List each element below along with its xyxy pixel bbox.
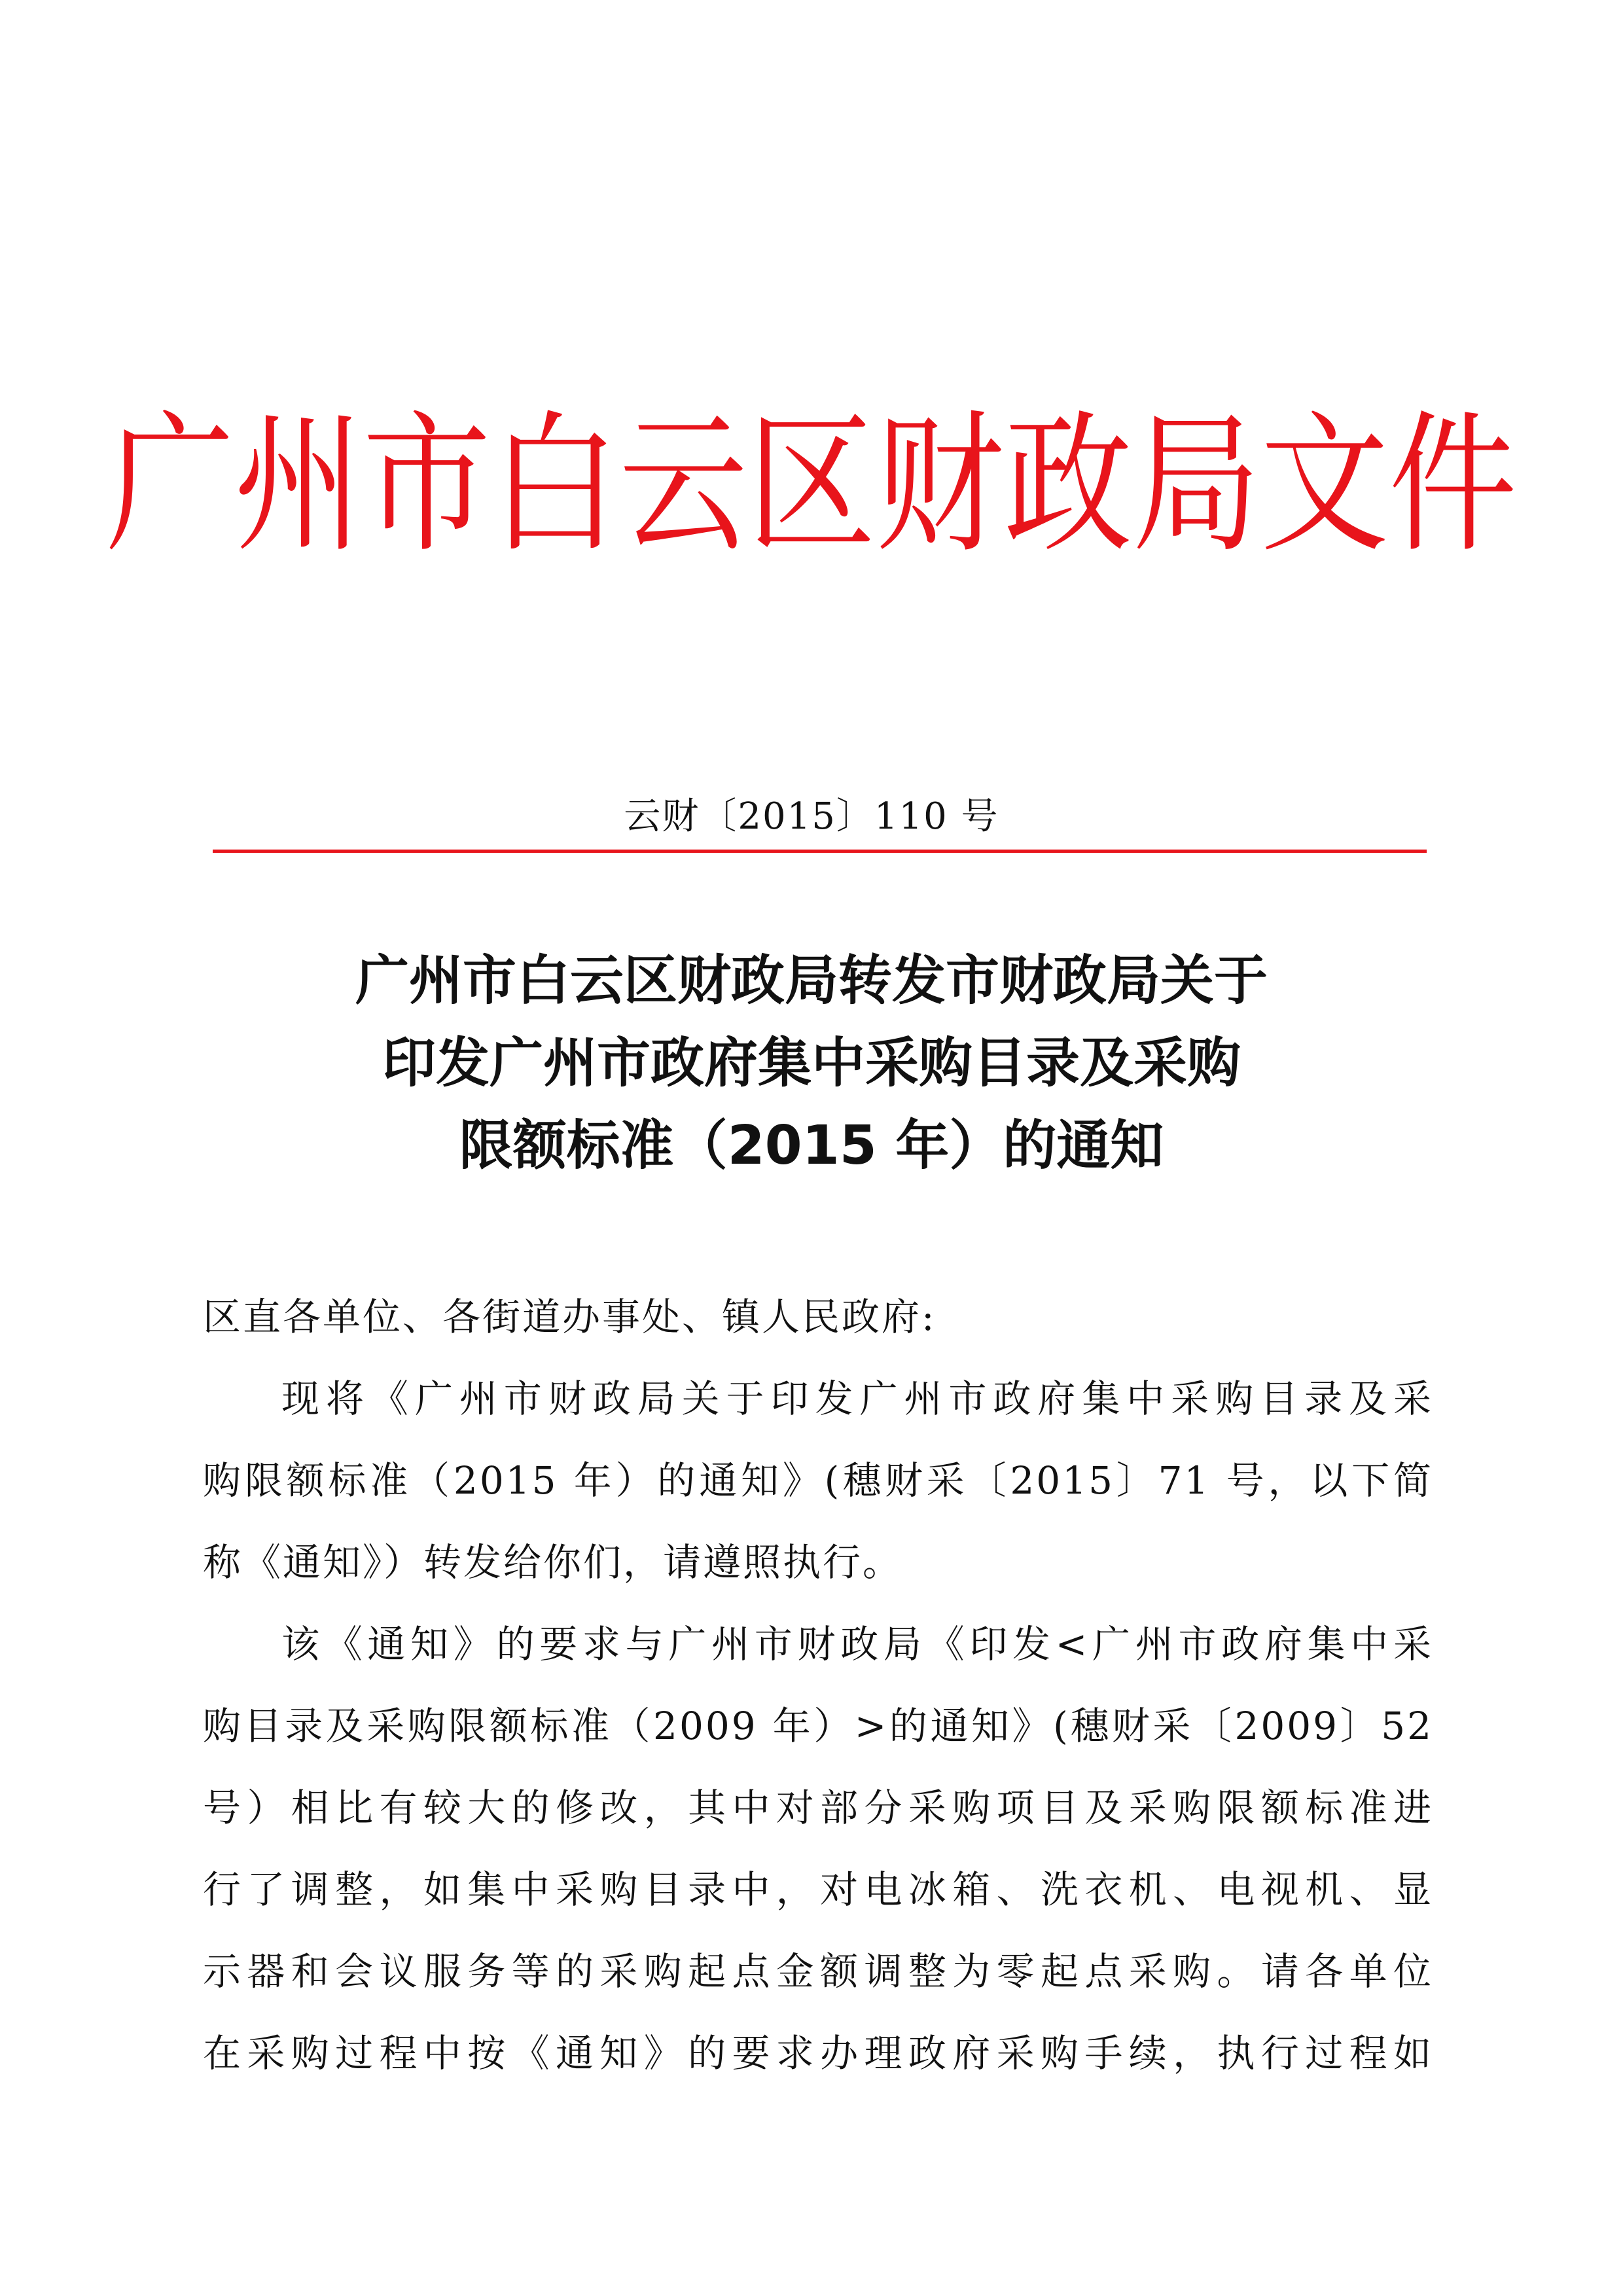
salutation: 区直各单位、各街道办事处、镇人民政府:	[203, 1295, 936, 1339]
title-line: 限额标准（2015 年）的通知	[459, 1115, 1164, 1177]
document-masthead: 广州市白云区财政局文件	[105, 397, 1517, 574]
paragraph-line: 购目录及采购限额标准（2009 年）>的通知》(穗财采〔2009〕52	[203, 1704, 1433, 1748]
paragraph-line: 行了调整，如集中采购目录中，对电冰箱、洗衣机、电视机、显	[203, 1867, 1433, 1912]
body-paragraph-2	[203, 1604, 1433, 2094]
body-paragraph-1	[203, 1358, 1433, 1604]
title-line: 广州市白云区财政局转发市财政局关于	[355, 950, 1268, 1012]
title-line: 印发广州市政府集中采购目录及采购	[382, 1032, 1241, 1094]
paragraph-line: 该《通知》的要求与广州市财政局《印发<广州市政府集中采	[281, 1622, 1433, 1666]
paragraph-line: 在采购过程中按《通知》的要求办理政府采购手续，执行过程如	[203, 2031, 1433, 2075]
red-divider-line	[213, 850, 1427, 853]
paragraph-line: 购限额标准（2015 年）的通知》(穗财采〔2015〕71 号，以下简	[203, 1458, 1433, 1503]
document-title	[0, 940, 1623, 1187]
paragraph-line: 称《通知》）转发给你们，请遵照执行。	[203, 1540, 903, 1585]
document-number: 云财〔2015〕110 号	[624, 795, 999, 838]
paragraph-line: 示器和会议服务等的采购起点金额调整为零起点采购。请各单位	[203, 1949, 1433, 1994]
paragraph-line: 现将《广州市财政局关于印发广州市政府集中采购目录及采	[281, 1376, 1433, 1421]
paragraph-line: 号）相比有较大的修改，其中对部分采购项目及采购限额标准进	[203, 1785, 1433, 1830]
